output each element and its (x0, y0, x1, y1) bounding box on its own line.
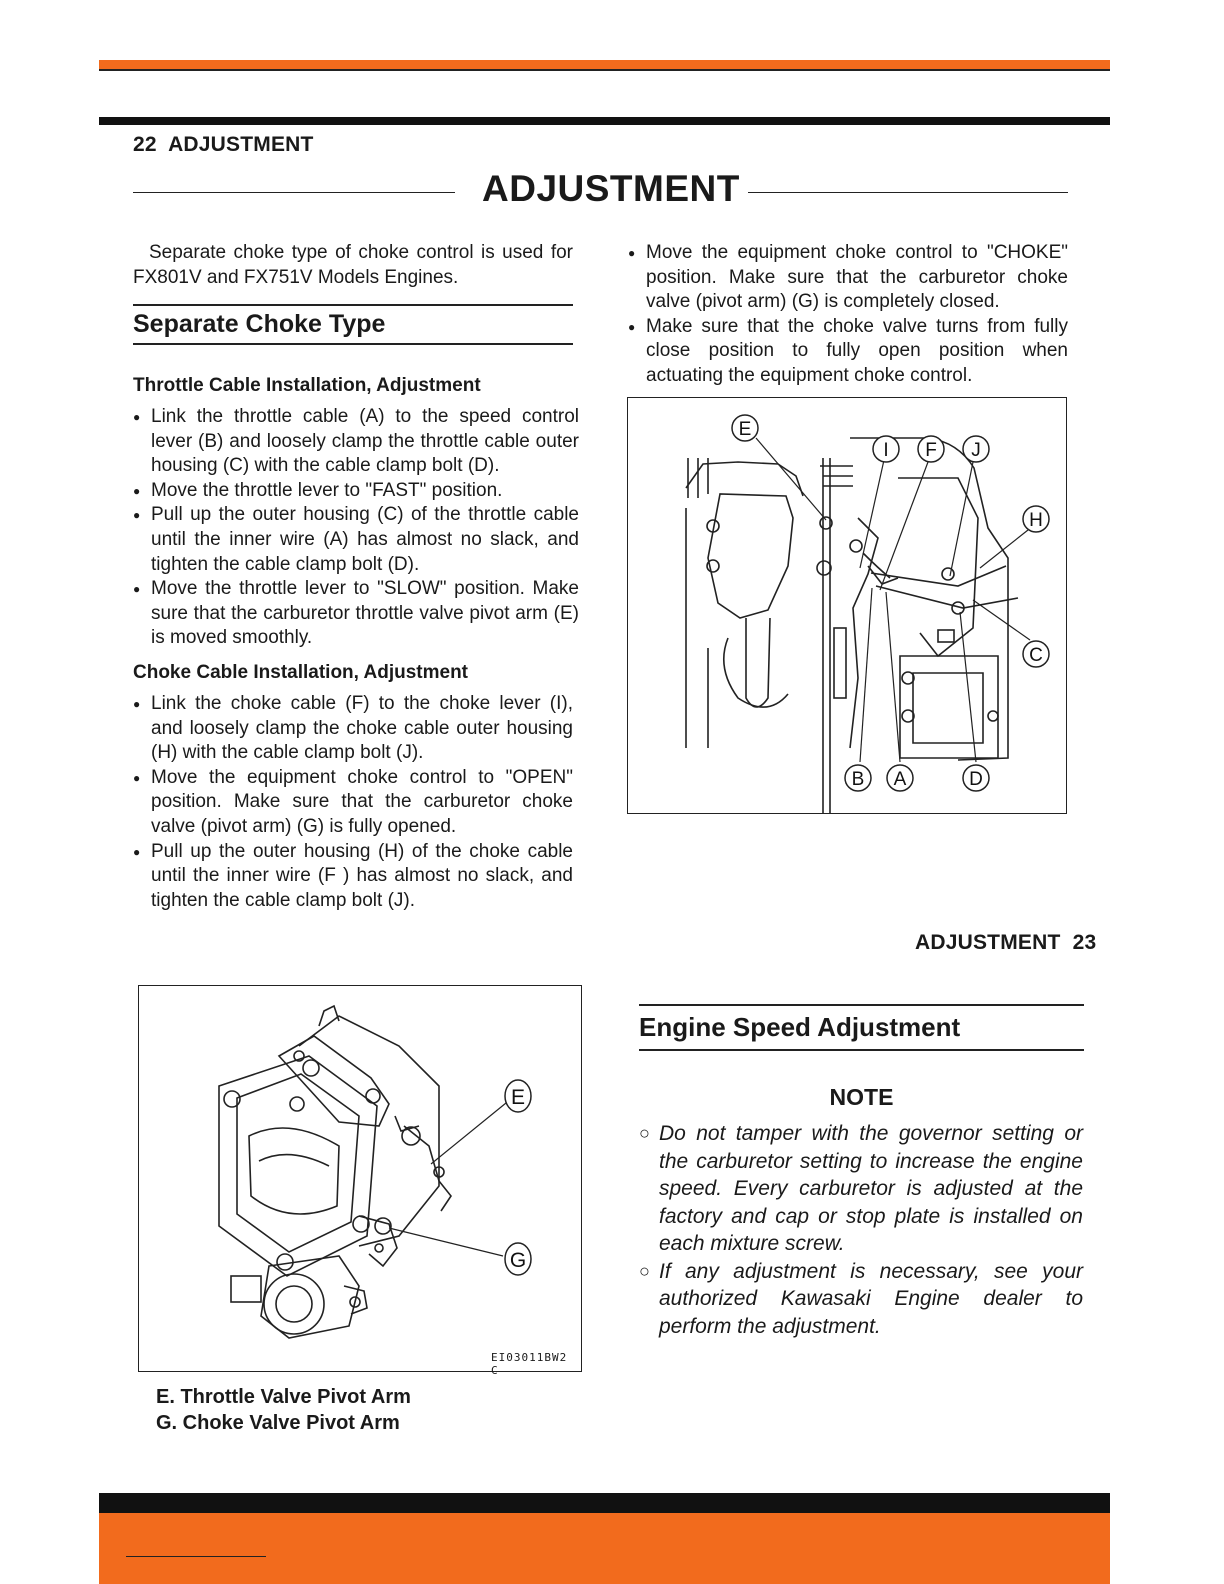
callout-label: F (925, 440, 937, 461)
page-number: 23 (1072, 931, 1097, 954)
callout-label: I (883, 440, 889, 461)
intro-paragraph: Separate choke type of choke control is used for FX801V and FX751V Models Engines. (133, 242, 573, 288)
callout-label: B (851, 769, 865, 790)
subsection-title-throttle: Throttle Cable Installation, Adjustment (133, 375, 481, 396)
figure-cable-installation (627, 397, 1067, 814)
figure-carburetor (138, 985, 582, 1377)
subsection-title-choke: Choke Cable Installation, Adjustment (133, 662, 469, 683)
callout-label: A (893, 769, 907, 790)
title-rule-left (133, 192, 455, 193)
list-item: ● Move the throttle lever to "FAST" position. (133, 479, 579, 504)
section-rule-bottom (133, 343, 573, 345)
carburetor-diagram (139, 986, 581, 1371)
running-header: ADJUSTMENT (168, 133, 314, 156)
choke-steps-list (133, 692, 573, 913)
figure-caption: G. Choke Valve Pivot Arm (156, 1412, 400, 1434)
callout-label: E (738, 419, 752, 440)
section-rule-bottom (639, 1049, 1084, 1051)
cable-installation-diagram (628, 398, 1066, 813)
throttle-steps-list (133, 405, 579, 651)
choke-check-list (628, 241, 1068, 389)
figure-code: EI03011BW2 C (491, 1351, 568, 1377)
figure-caption: E. Throttle Valve Pivot Arm (156, 1386, 411, 1408)
section-rule-top (639, 1004, 1084, 1006)
list-item: ● Link the throttle cable (A) to the speed control lever (B) and loosely clamp the throttle cable outer housing (C) with the cable clamp bolt (D). (133, 405, 579, 479)
callout-label: H (1029, 510, 1043, 531)
top-orange-bar-shadow (99, 69, 1110, 71)
callout-label: G (509, 1249, 527, 1272)
list-item: ● Move the equipment choke control to "CHOKE" position. Make sure that the carburetor choke valve (pivot arm) (G) is completely closed. (628, 241, 1068, 315)
top-orange-bar (99, 60, 1110, 69)
bottom-black-bar (99, 1493, 1110, 1513)
page-number: 22 (133, 133, 157, 156)
list-item: ● Link the choke cable (F) to the choke lever (I), and loosely clamp the choke cable outer housing (H) with the cable clamp bolt (J). (133, 692, 573, 766)
list-item: ● Pull up the outer housing (H) of the choke cable until the inner wire (F ) has almost no slack, and tighten the cable clamp bolt (J). (133, 840, 573, 914)
running-header: ADJUSTMENT (915, 931, 1061, 954)
page-title: ADJUSTMENT (482, 168, 740, 209)
callout-label: C (1029, 645, 1043, 666)
callout-label: J (971, 440, 981, 461)
list-item: ● Move the equipment choke control to "OPEN" position. Make sure that the carburetor choke valve (pivot arm) (G) is fully opened. (133, 766, 573, 840)
note-list (641, 1120, 1083, 1340)
callout-label: D (969, 769, 983, 790)
list-item: ● Move the throttle lever to "SLOW" position. Make sure that the carburetor throttle valve pivot arm (E) is moved smoothly. (133, 577, 579, 651)
figure-caption-list (156, 1384, 411, 1436)
note-item: ○ Do not tamper with the governor setting or the carburetor setting to increase the engine speed. Every carburetor is adjusted at the factory and cap or stop plate is installed on each mixture screw. (641, 1120, 1083, 1258)
bottom-orange-bar (99, 1513, 1110, 1584)
section-title-engine-speed: Engine Speed Adjustment (639, 1012, 961, 1042)
top-black-bar (99, 117, 1110, 125)
section-rule-top (133, 304, 573, 306)
list-item: ● Make sure that the choke valve turns from fully close position to fully open position when actuating the equipment choke control. (628, 315, 1068, 389)
section-title-separate-choke: Separate Choke Type (133, 310, 386, 338)
note-heading: NOTE (829, 1084, 894, 1110)
title-rule-right (748, 192, 1068, 193)
callout-label: E (510, 1086, 526, 1109)
page-header-right (915, 931, 1096, 955)
bottom-link-underline (126, 1556, 266, 1557)
page-header-left (133, 133, 314, 157)
list-item: ● Pull up the outer housing (C) of the throttle cable until the inner wire (A) has almost no slack, and tighten the cable clamp bolt (D). (133, 503, 579, 577)
note-item: ○ If any adjustment is necessary, see your authorized Kawasaki Engine dealer to perform the adjustment. (641, 1258, 1083, 1341)
